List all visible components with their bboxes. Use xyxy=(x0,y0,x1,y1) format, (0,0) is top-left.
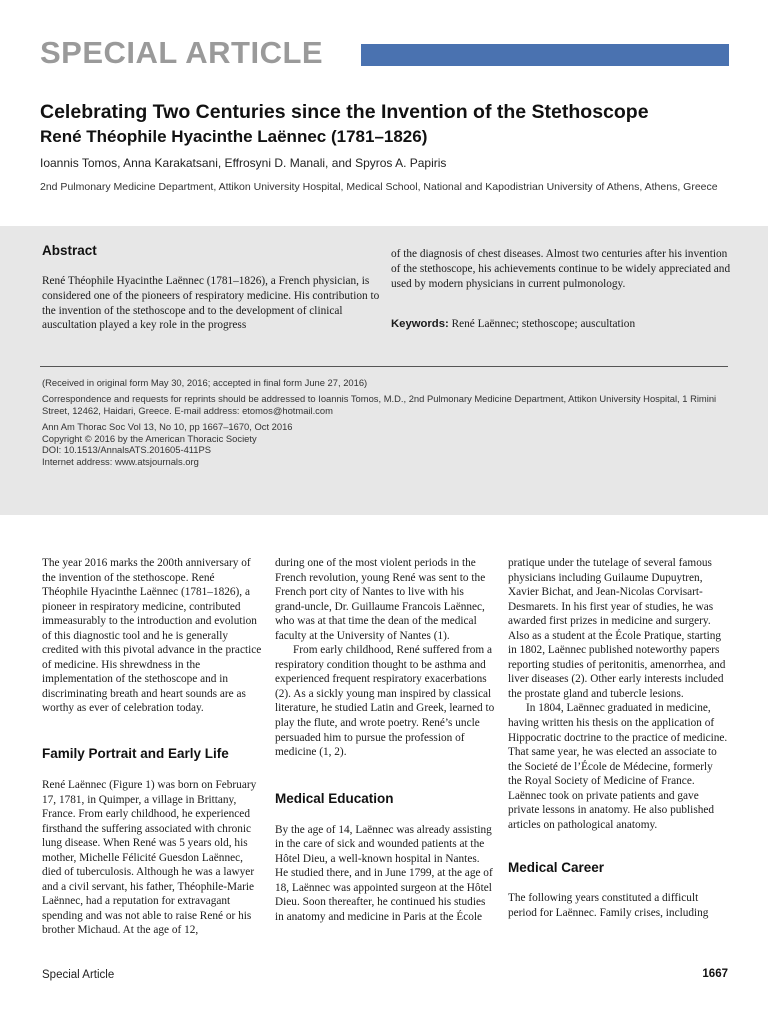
author-list: Ioannis Tomos, Anna Karakatsani, Effrosyni D. Manali, and Spyros A. Papiris xyxy=(40,156,447,170)
section-heading-family: Family Portrait and Early Life xyxy=(42,746,229,762)
keywords xyxy=(391,318,635,330)
body-column-2 xyxy=(275,556,495,924)
keywords-list: René Laënnec; stethoscope; auscultation xyxy=(451,318,636,330)
citation-block xyxy=(42,421,732,467)
section-heading-career: Medical Career xyxy=(508,860,605,876)
article-subtitle: René Théophile Hyacinthe Laënnec (1781–1826) xyxy=(40,127,428,146)
author-affiliation: 2nd Pulmonary Medicine Department, Attikon University Hospital, Medical School, National and Kapodistrian University of Athens, Athens, Greece xyxy=(40,181,718,193)
intro-paragraph: The year 2016 marks the 200th anniversary of the invention of the stethoscope. René Théophile Hyacinthe Laënnec (1781–1826), a pioneer in respiratory medicine, contributed immeasurably to the introduction and evolution of this diagnostic tool and he is generally credited with this pivotal advance in the practice of medicine. His shrewdness in the implementation of the stethoscope and in discriminating breath and heart sounds are as worthy as ever of celebration today. xyxy=(42,557,262,715)
page-number: 1667 xyxy=(702,968,728,980)
family-paragraph-2: From early childhood, René suffered from a respiratory condition thought to be asthma and experienced frequent respiratory exacerbations (2). As a sickly young man inspired by classical literature, he studied Latin and Greek, learned to play the flute, and wrote poetry. René’s uncle persuaded him to pursue the profession of medicine (1, 2). xyxy=(275,644,495,759)
abstract-text-right: of the diagnosis of chest diseases. Almost two centuries after his invention of the stethoscope, his achievements continue to be widely appreciated and used by modern physicians in current pulmonology. xyxy=(391,248,731,290)
doi-line: DOI: 10.1513/AnnalsATS.201605-411PS xyxy=(42,444,212,456)
education-paragraph-1-continued: pratique under the tutelage of several famous physicians including Guilaume Dupuytren, Xavier Bichat, and Jean-Nicolas Corvisart-Desmarets. In his first year of studies, he was awarded first prizes in medicine and surgery. Also as a student at the École Pratique, starting in 1802, Laënnec published noteworthy papers reporting studies of peritonitis, amenorrhea, and liver diseases (2). Other early interests included the prostate gland and tubercle lesions. xyxy=(508,557,726,700)
education-paragraph-1: By the age of 14, Laënnec was already assisting in the care of sick and wounded patients at the Hôtel Dieu, a well-known hospital in Nantes. He studied there, and in June 1799, at the age of 18, Laënnec was appointed surgeon at the Hôtel Dieu. Soon thereafter, he continued his studies in anatomy and medicine in Paris at the École xyxy=(275,823,493,923)
keywords-label: Keywords: xyxy=(391,318,449,330)
received-dates: (Received in original form May 30, 2016; accepted in final form June 27, 2016) xyxy=(42,377,368,388)
panel-divider xyxy=(40,366,728,367)
copyright-line: Copyright © 2016 by the American Thoracic Society xyxy=(42,432,257,444)
family-paragraph-1-continued: during one of the most violent periods in the French revolution, young René was sent to the French port city of Nantes to live with his grand-uncle, Dr. Guillaume Francois Laënnec, who was at that time the dean of the medical faculty at the University of Nantes (1). xyxy=(275,557,486,642)
section-heading-education: Medical Education xyxy=(275,790,394,806)
abstract-text-left: René Théophile Hyacinthe Laënnec (1781–1826), a French physician, is considered one of the pioneers of respiratory medicine. His contribution to the invention of the stethoscope and to the development of clinical auscultation played a key role in the progress xyxy=(42,275,380,332)
career-paragraph-1: The following years constituted a difficult period for Laënnec. Family crises, including xyxy=(508,892,709,919)
article-title: Celebrating Two Centuries since the Invention of the Stethoscope xyxy=(40,101,649,123)
internet-address: Internet address: www.atsjournals.org xyxy=(42,455,199,467)
footer-section-label: Special Article xyxy=(42,969,115,981)
family-paragraph-1: René Laënnec (Figure 1) was born on February 17, 1781, in Quimper, a village in Brittany, France. From early childhood, he experienced firsthand the suffering associated with chronic lung disease. When René was 5 years old, his mother, Michelle Félicité Guesdon Laënnec, died of tuberculosis. Although he was a lawyer and a civil servant, his father, Théophile-Marie Laënnec, had a reputation for extravagant spending and was not able to raise René or his brother Michaud. At the age of 12, xyxy=(42,779,257,937)
body-column-1 xyxy=(42,556,262,938)
body-column-3 xyxy=(508,556,728,920)
journal-citation: Ann Am Thorac Soc Vol 13, No 10, pp 1667–1670, Oct 2016 xyxy=(42,421,293,432)
abstract-heading: Abstract xyxy=(42,243,97,258)
kicker-accent-bar xyxy=(361,44,729,66)
section-kicker: SPECIAL ARTICLE xyxy=(40,35,324,70)
education-paragraph-2: In 1804, Laënnec graduated in medicine, having written his thesis on the application of Hippocratic doctrine to the practice of medicine. That same year, he was elected an associate to the Societé de l’École de Médecine, formerly the Royal Society of Medicine of France. Laënnec took on private patients and gave private lessons in anatomy. He also published articles on pathological anatomy. xyxy=(508,702,728,831)
correspondence-info: Correspondence and requests for reprints should be addressed to Ioannis Tomos, M.D., 2nd Pulmonary Medicine Department, Attikon University Hospital, 1 Rimini Street, 12462, Haidari, Greece. E-mail address: etomos@hotmail.com xyxy=(42,393,717,416)
